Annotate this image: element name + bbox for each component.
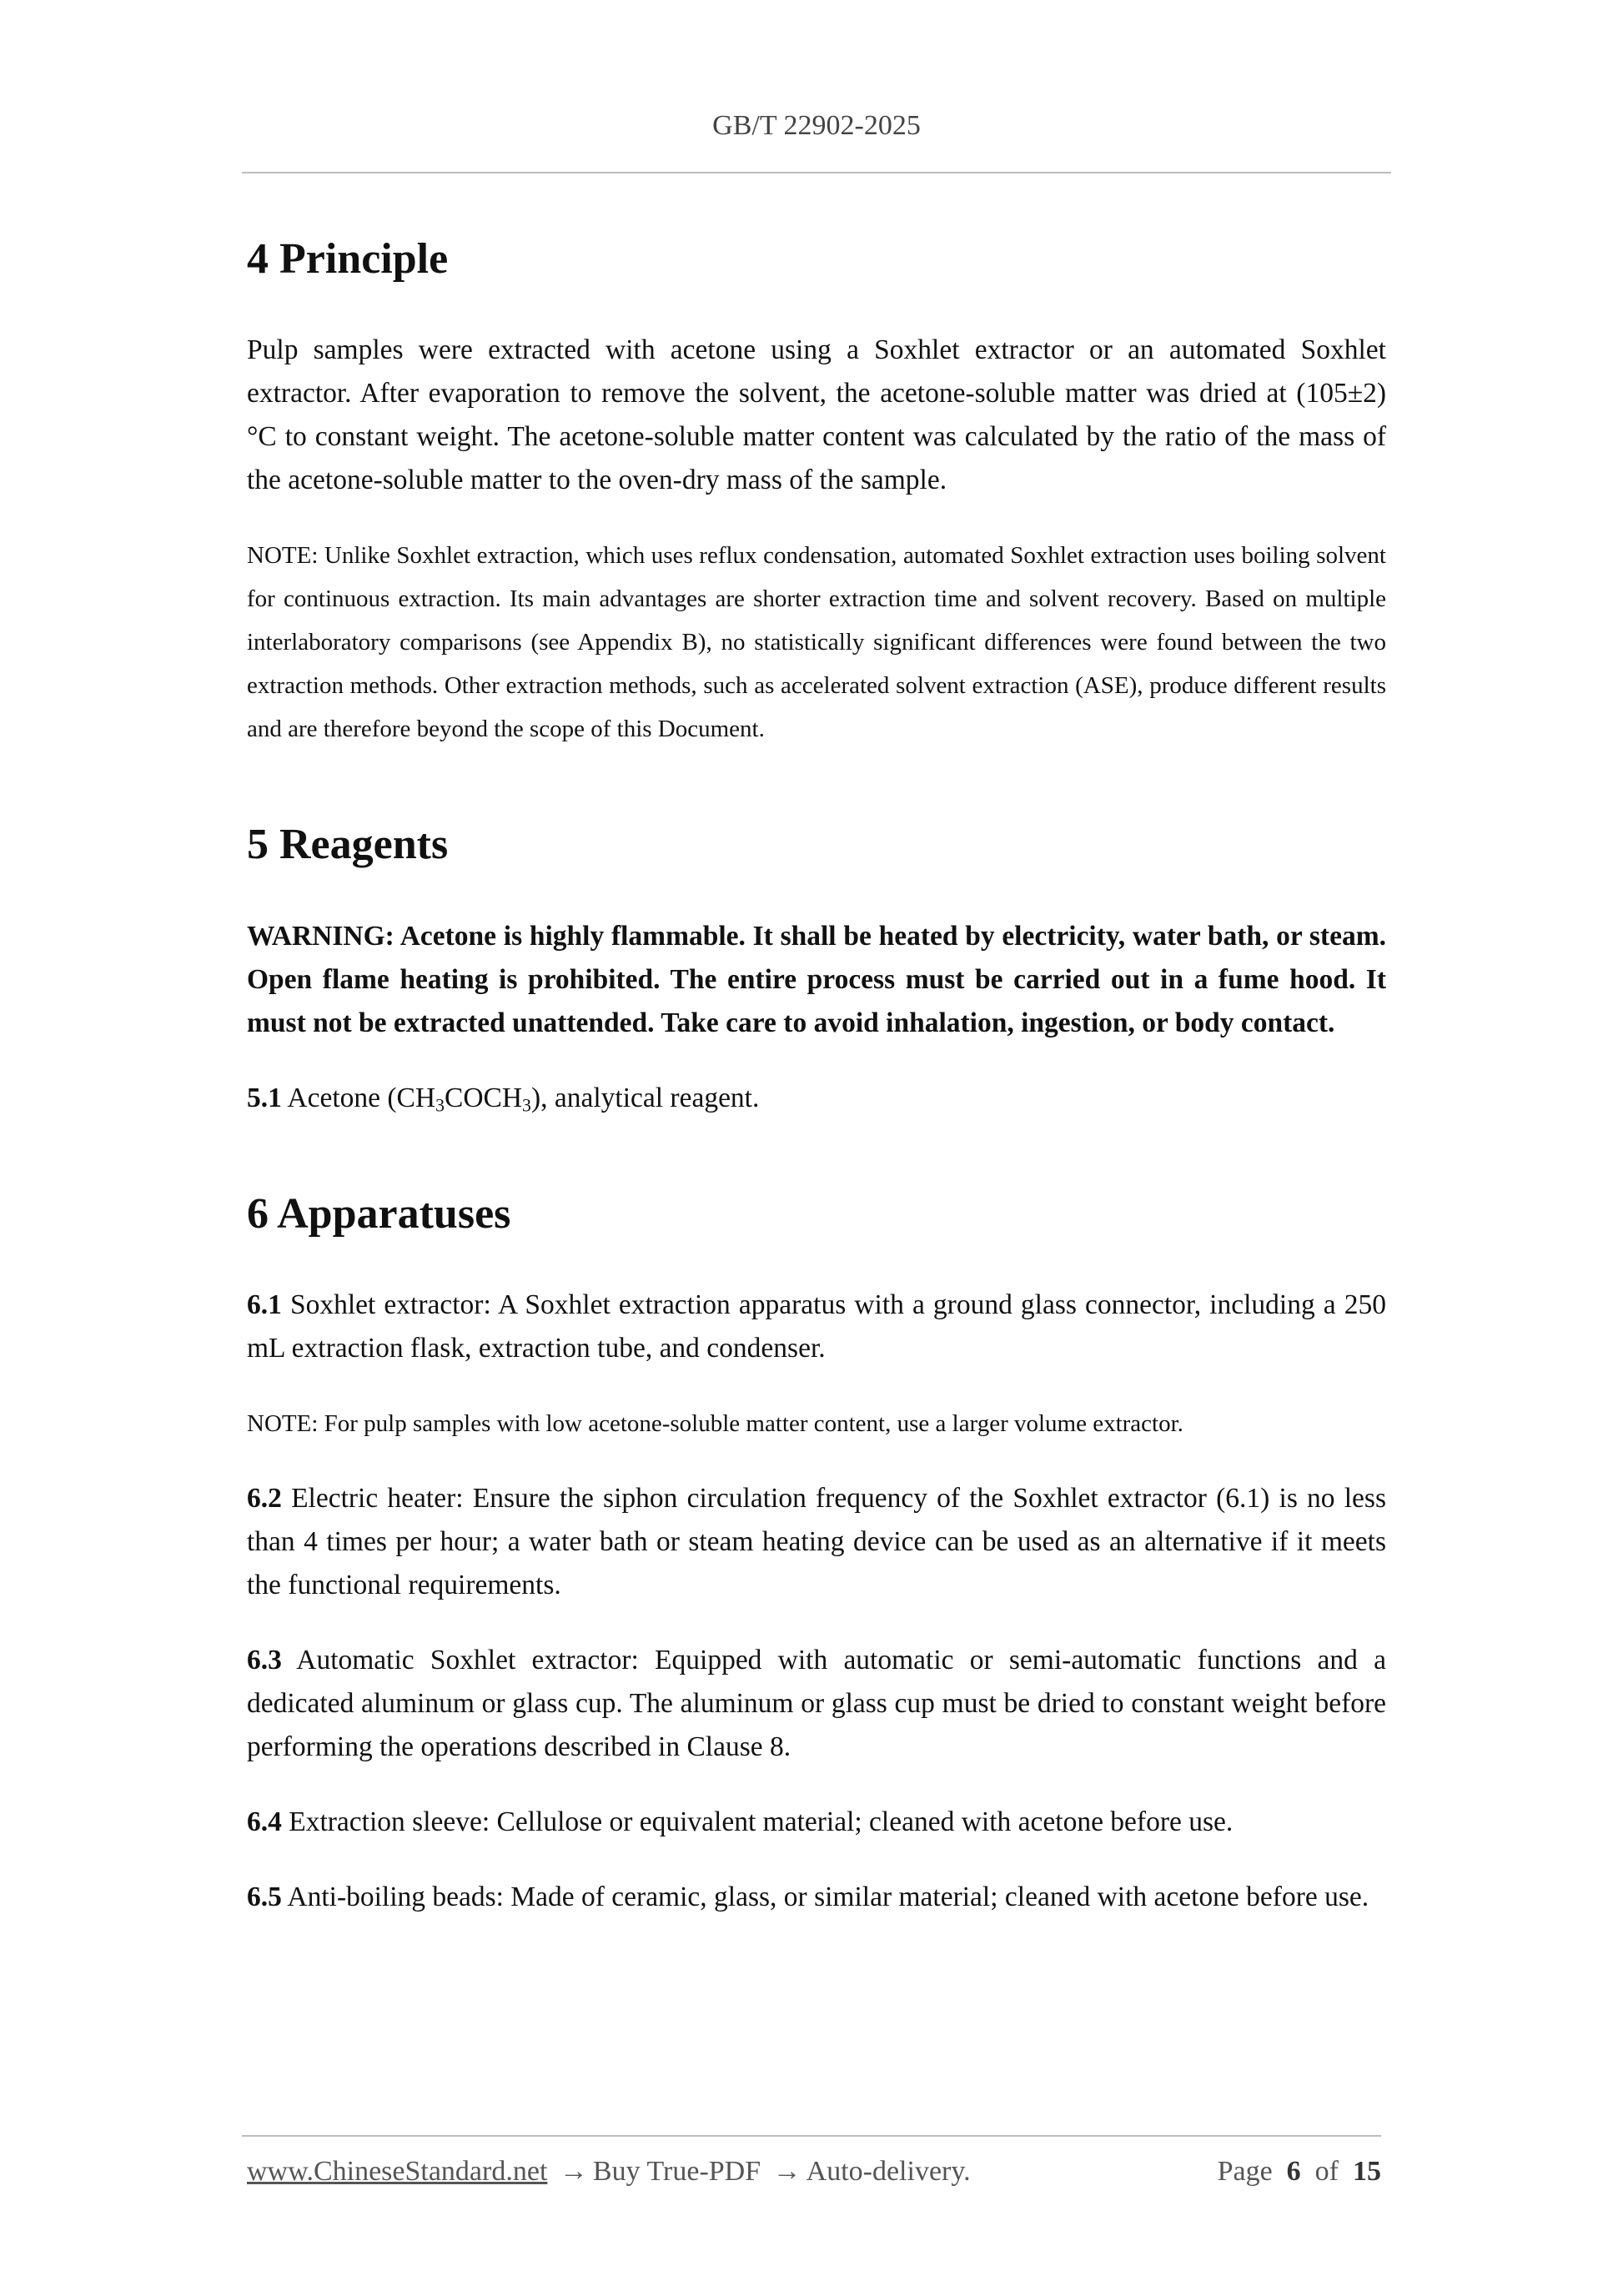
section-5-heading: 5 Reagents <box>247 821 449 869</box>
clause-6-3: 6.3 Automatic Soxhlet extractor: Equipped with automatic or semi-automatic functions and a dedicated aluminum or glass cup. The aluminum or glass cup must be dried to constant weight before performing the operations described in Clause 8. <box>247 1645 1386 1763</box>
buy-true-pdf-text: Buy True-PDF <box>592 2156 761 2187</box>
section-4-paragraph: Pulp samples were extracted with acetone using a Soxhlet extractor or an automated Soxhlet extractor. After evaporation to remove the solvent, the acetone-soluble matter was dried at (105±2) °C to constant weight. The acetone-soluble matter content was calculated by the ratio of the mass of the acetone-soluble matter to the oven-dry mass of the sample. <box>247 334 1386 496</box>
clause-6-1-note: NOTE: For pulp samples with low acetone-soluble matter content, use a larger volume extractor. <box>247 1410 1183 1438</box>
current-page: 6 <box>1286 2156 1301 2187</box>
clause-6-1: 6.1 Soxhlet extractor: A Soxhlet extraction apparatus with a ground glass connector, including a 250 mL extraction flask, extraction tube, and condenser. <box>247 1289 1386 1364</box>
page-number: Page 6 of 15 <box>1217 2156 1381 2187</box>
clause-6-4: 6.4 Extraction sleeve: Cellulose or equivalent material; cleaned with acetone before use. <box>247 1806 1234 1838</box>
acetone-warning: WARNING: Acetone is highly flammable. It shall be heated by electricity, water bath, or steam. Open flame heating is prohibited. The entire process must be carried out in a fume hood. It must not be extracted unattended. Take care to avoid inhalation, ingestion, or body contact. <box>247 920 1386 1038</box>
clause-5-1: 5.1 Acetone $(CH_3COCH_3)$, analytical reagent. <box>247 1082 760 1116</box>
total-pages: 15 <box>1353 2156 1381 2187</box>
header-divider <box>242 172 1391 173</box>
section-4-note: NOTE: Unlike Soxhlet extraction, which uses reflux condensation, automated Soxhlet extraction uses boiling solvent for continuous extraction. Its main advantages are shorter extraction time and solvent recovery. Based on multiple interlaboratory comparisons (see Appendix B), no statistically significant differences were found between the two extraction methods. Other extraction methods, such as accelerated solvent extraction (ASE), produce different results and are therefore beyond the scope of this Document. <box>247 542 1386 743</box>
auto-delivery-text: Auto-delivery. <box>806 2156 971 2187</box>
website-link[interactable]: www.ChineseStandard.net <box>247 2156 548 2187</box>
section-4-heading: 4 Principle <box>247 235 449 283</box>
arrow-right-icon: → <box>559 2156 588 2187</box>
document-id-header: GB/T 22902-2025 <box>712 110 921 141</box>
clause-6-5: 6.5 Anti-boiling beads: Made of ceramic, glass, or similar material; cleaned with acetone before use. <box>247 1882 1369 1913</box>
footer-divider <box>242 2135 1381 2137</box>
arrow-right-icon: → <box>772 2156 801 2187</box>
clause-number: 5.1 <box>247 1082 282 1113</box>
section-6-heading: 6 Apparatuses <box>247 1189 511 1238</box>
page-content <box>247 234 1386 1951</box>
clause-6-2: 6.2 Electric heater: Ensure the siphon circulation frequency of the Soxhlet extractor (6.1) is no less than 4 times per hour; a water bath or steam heating device can be used as an alternative if it meets the functional requirements. <box>247 1483 1386 1601</box>
